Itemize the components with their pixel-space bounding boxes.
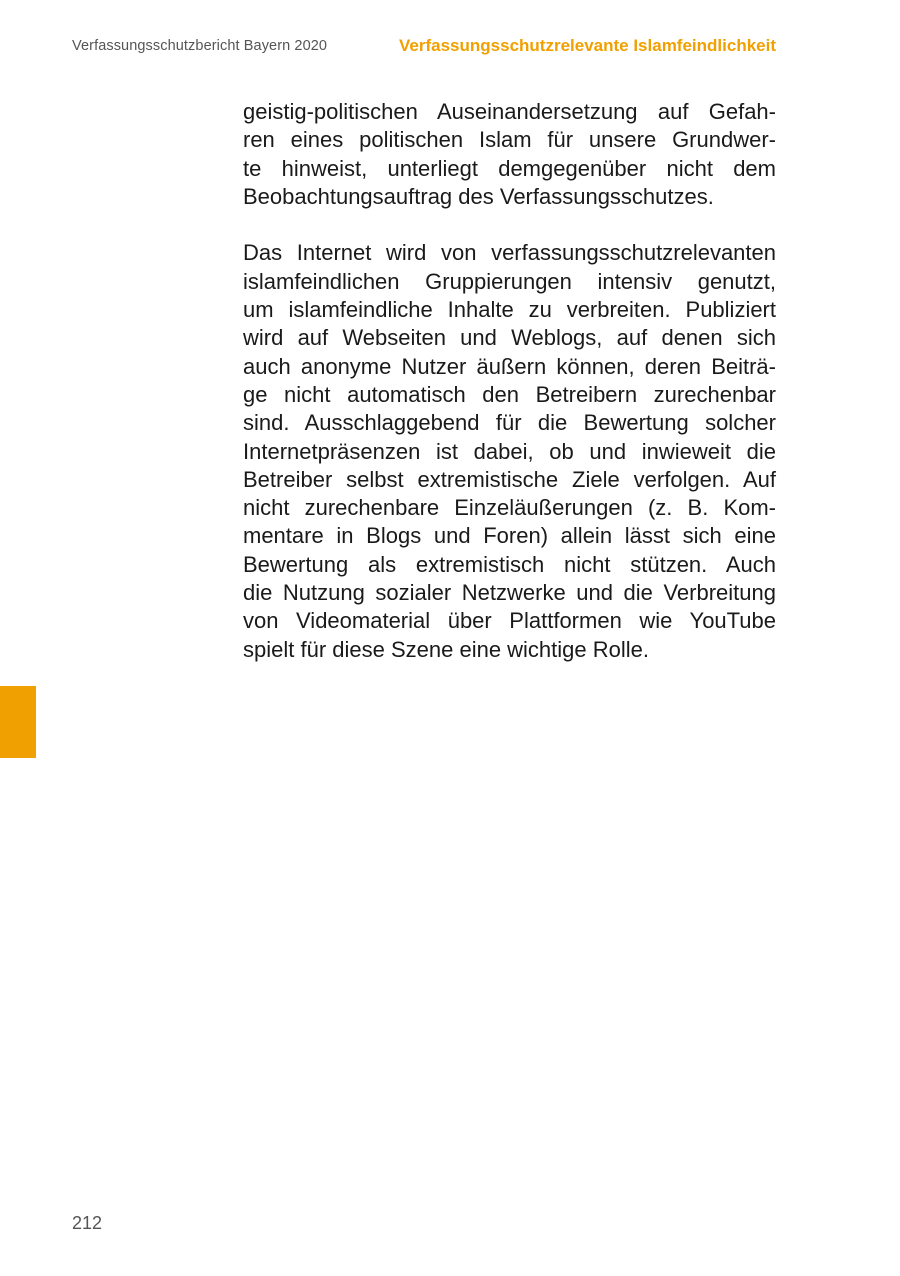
text-line: te hinweist, unterliegt demgegenüber nicht dem [243, 155, 776, 181]
text-line: ge nicht automatisch den Betreibern zurechenbar [243, 381, 776, 407]
page-number: 212 [72, 1213, 103, 1233]
text-line: sind. Ausschlaggebend für die Bewertung solcher [243, 410, 776, 436]
running-header-chapter: Verfassungsschutzrelevante Islamfeindlichkeit [399, 36, 776, 55]
text-line: Das Internet wird von verfassungsschutzrelevanten [243, 240, 776, 266]
running-header-publication: Verfassungsschutzbericht Bayern 2020 [72, 38, 328, 54]
main-text [243, 98, 776, 692]
text-line: Bewertung als extremistisch nicht stützen. Auch [243, 551, 776, 577]
paragraph-2 [243, 239, 776, 663]
text-line: wird auf Webseiten und Weblogs, auf denen sich [243, 325, 776, 351]
text-line: um islamfeindliche Inhalte zu verbreiten. Publiziert [243, 297, 776, 323]
chapter-marker-tab [0, 686, 36, 758]
text-line: mentare in Blogs und Foren) allein lässt sich eine [243, 523, 776, 549]
text-line: Betreiber selbst extremistische Ziele verfolgen. Auf [243, 466, 776, 492]
text-line: von Videomaterial über Plattformen wie YouTube [243, 608, 776, 634]
text-line: auch anonyme Nutzer äußern können, deren Beiträ- [243, 353, 776, 379]
text-line: die Nutzung sozialer Netzwerke und die Verbreitung [243, 580, 776, 606]
text-line: spielt für diese Szene eine wichtige Rolle. [243, 636, 650, 662]
text-line: ren eines politischen Islam für unsere Grundwer- [243, 127, 776, 153]
text-line: islamfeindlichen Gruppierungen intensiv genutzt, [243, 268, 776, 294]
paragraph-1 [243, 98, 776, 211]
text-line: nicht zurechenbare Einzeläußerungen (z. B. Kom- [243, 495, 776, 521]
text-line: Internetpräsenzen ist dabei, ob und inwieweit die [243, 438, 776, 464]
text-line: geistig-politischen Auseinandersetzung auf Gefah- [243, 99, 776, 124]
text-line: Beobachtungsauftrag des Verfassungsschutzes. [243, 183, 714, 209]
